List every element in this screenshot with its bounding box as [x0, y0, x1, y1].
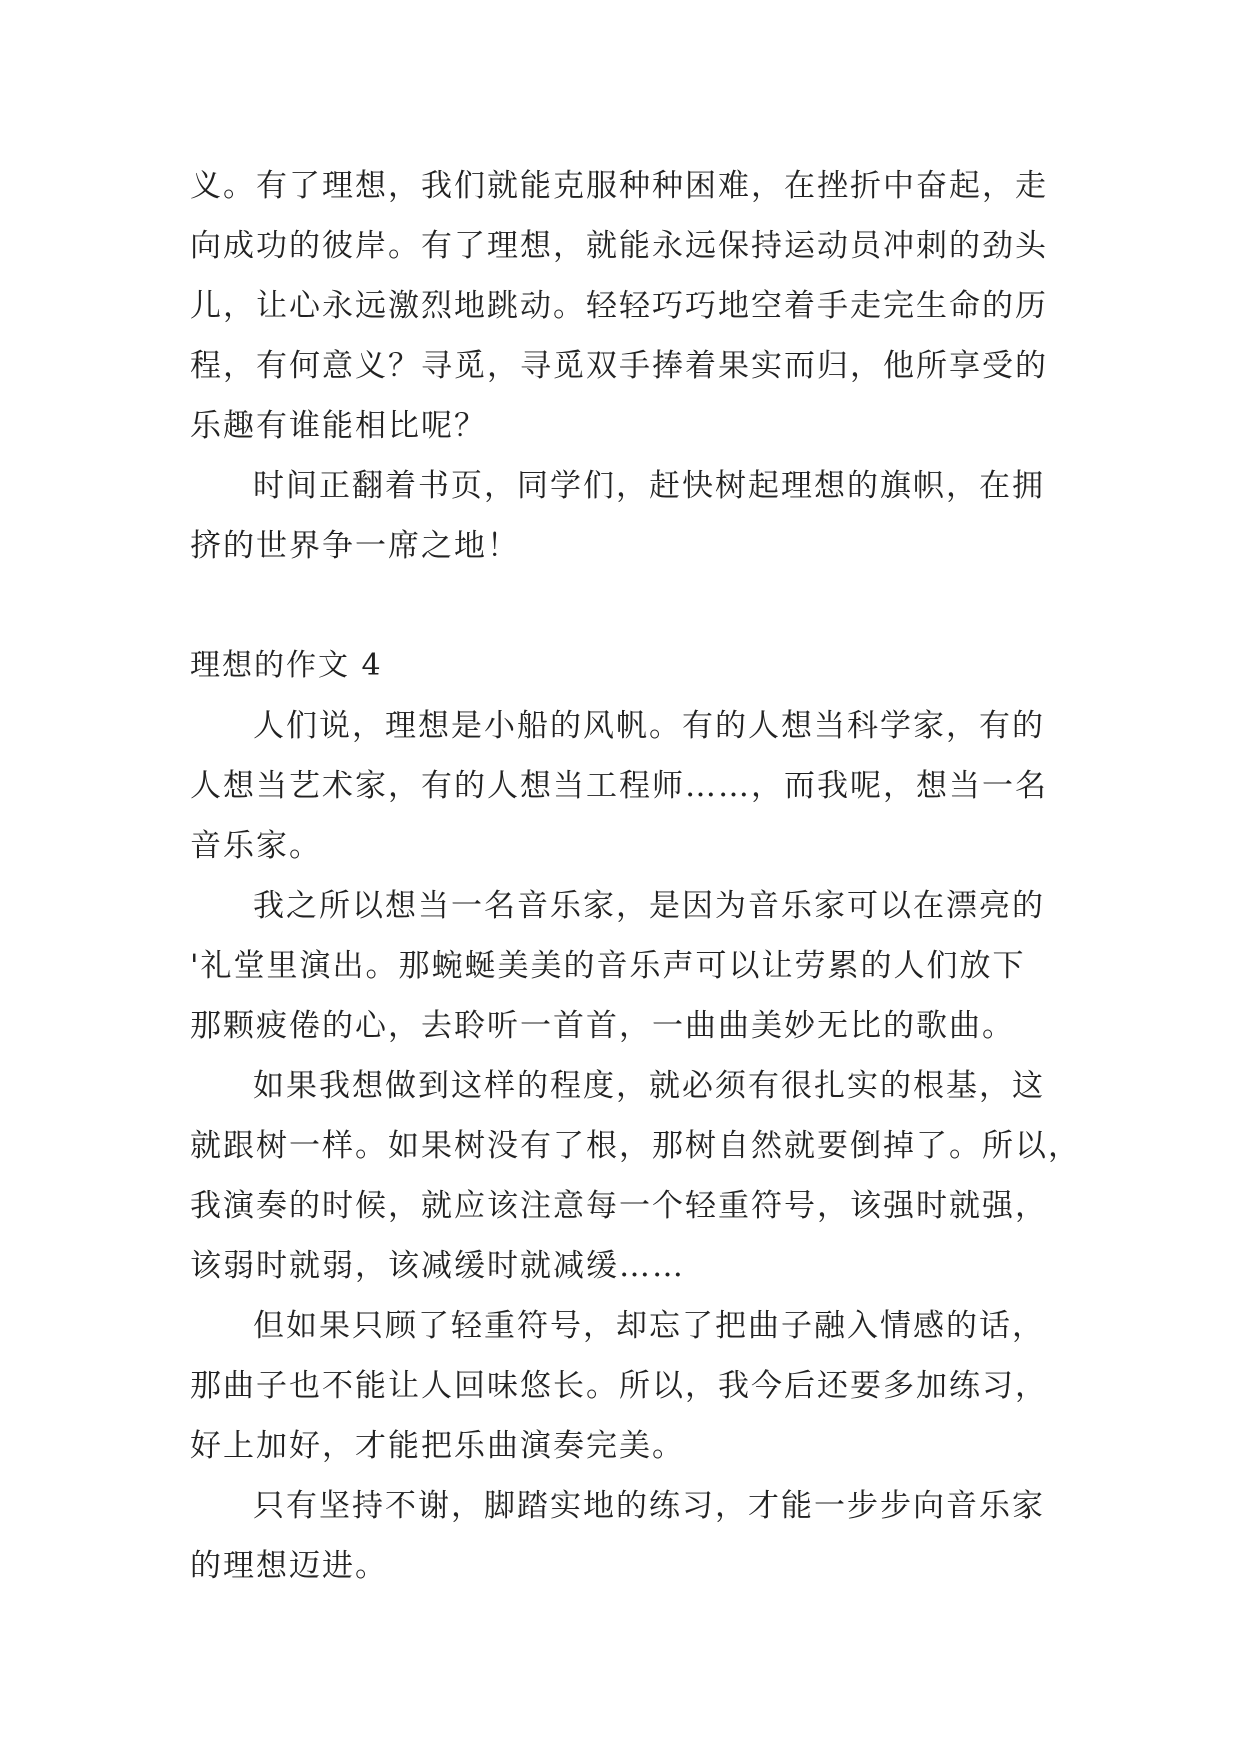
- text-line: 人们说，理想是小船的风帆。有的人想当科学家，有的: [253, 708, 1045, 744]
- section-title: 理想的作文 4: [190, 648, 383, 683]
- text-line: 但如果只顾了轻重符号，却忘了把曲子融入情感的话，: [253, 1308, 1045, 1344]
- text-line: 我演奏的时候，就应该注意每一个轻重符号，该强时就强，: [190, 1188, 1048, 1224]
- text-line: '礼堂里演出。那蜿蜒美美的音乐声可以让劳累的人们放下: [190, 948, 1026, 984]
- text-line: 的理想迈进。: [190, 1548, 388, 1584]
- text-line: 就跟树一样。如果树没有了根，那树自然就要倒掉了。所以，: [190, 1128, 1081, 1164]
- text-line: 只有坚持不谢，脚踏实地的练习，才能一步步向音乐家: [253, 1488, 1045, 1524]
- text-line: 义。有了理想，我们就能克服种种困难，在挫折中奋起，走: [190, 168, 1048, 204]
- text-line: 如果我想做到这样的程度，就必须有很扎实的根基，这: [253, 1068, 1045, 1104]
- text-line: 儿，让心永远激烈地跳动。轻轻巧巧地空着手走完生命的历: [190, 288, 1048, 324]
- text-line: 乐趣有谁能相比呢？: [190, 408, 487, 444]
- text-line: 挤的世界争一席之地！: [190, 528, 520, 564]
- text-line: 那颗疲倦的心，去聆听一首首，一曲曲美妙无比的歌曲。: [190, 1008, 1015, 1044]
- text-line: 该弱时就弱，该减缓时就减缓……: [190, 1248, 685, 1284]
- text-line: 好上加好，才能把乐曲演奏完美。: [190, 1428, 685, 1464]
- text-line: 时间正翻着书页，同学们，赶快树起理想的旗帜，在拥: [253, 468, 1045, 504]
- text-line: 人想当艺术家，有的人想当工程师……，而我呢，想当一名: [190, 768, 1048, 804]
- text-line: 我之所以想当一名音乐家，是因为音乐家可以在漂亮的: [253, 888, 1045, 924]
- text-line: 向成功的彼岸。有了理想，就能永远保持运动员冲刺的劲头: [190, 228, 1048, 264]
- text-line: 音乐家。: [190, 828, 322, 864]
- text-line: 那曲子也不能让人回味悠长。所以，我今后还要多加练习，: [190, 1368, 1048, 1404]
- text-line: 程，有何意义？寻觅，寻觅双手捧着果实而归，他所享受的: [190, 348, 1048, 384]
